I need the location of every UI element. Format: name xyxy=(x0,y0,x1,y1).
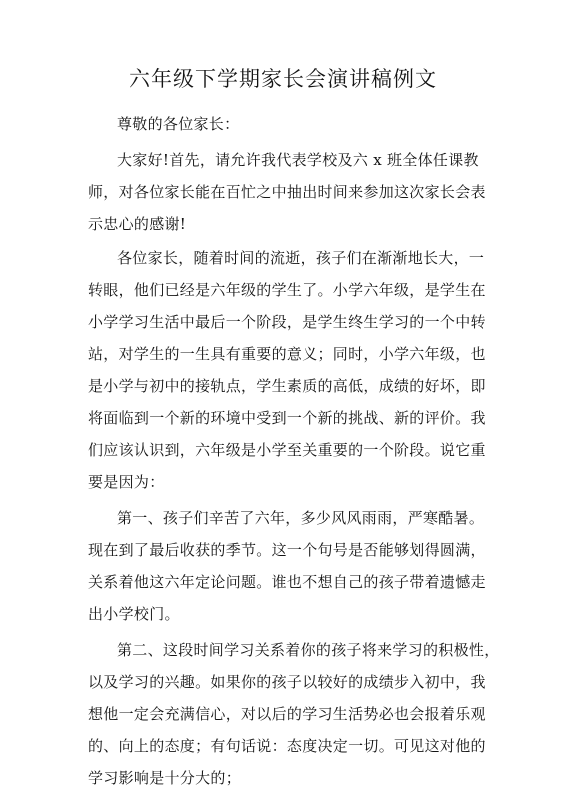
paragraph-1-line-2: 师，对各位家长能在百忙之中抽出时间来参加这次家长会表 xyxy=(88,183,486,201)
paragraph-4-line-5: 学习影响是十分大的； xyxy=(88,769,242,787)
paragraph-3-line-1: 第一、孩子们辛苦了六年，多少风风雨雨，严寒酷暑。 xyxy=(117,509,485,527)
paragraph-3-line-4: 出小学校门。 xyxy=(88,605,180,623)
paragraph-2-line-1: 各位家长，随着时间的流逝，孩子们在渐渐地长大，一 xyxy=(117,249,485,267)
paragraph-2-line-4: 站，对学生的一生具有重要的意义；同时，小学六年级，也 xyxy=(88,345,486,363)
paragraph-3-line-2: 现在到了最后收获的季节。这一个句号是否能够划得圆满， xyxy=(88,541,486,559)
paragraph-4-line-4: 的、向上的态度；有句话说：态度决定一切。可见这对他的 xyxy=(88,737,486,755)
paragraph-2-line-5: 是小学与初中的接轨点，学生素质的高低，成绩的好坏，即 xyxy=(88,377,486,395)
paragraph-4-line-2: 以及学习的兴趣。如果你的孩子以较好的成绩步入初中，我 xyxy=(88,673,486,691)
paragraph-4-line-3: 想他一定会充满信心，对以后的学习生活势必也会报着乐观 xyxy=(88,705,486,723)
paragraph-2-line-6: 将面临到一个新的环境中受到一个新的挑战、新的评价。我 xyxy=(88,409,486,427)
paragraph-4-line-1: 第二、这段时间学习关系着你的孩子将来学习的积极性， xyxy=(117,641,500,659)
paragraph-1-line-1: 大家好!首先，请允许我代表学校及六 x 班全体任课教 xyxy=(117,151,479,169)
document-title: 六年级下学期家长会演讲稿例文 xyxy=(129,67,437,91)
paragraph-2-line-3: 小学学习生活中最后一个阶段，是学生终生学习的一个中转 xyxy=(88,313,486,331)
paragraph-3-line-3: 关系着他这六年定论问题。谁也不想自己的孩子带着遗憾走 xyxy=(88,573,486,591)
paragraph-2-line-7: 们应该认识到，六年级是小学至关重要的一个阶段。说它重 xyxy=(88,441,486,459)
paragraph-2-line-8: 要是因为： xyxy=(88,473,165,491)
paragraph-2-line-2: 转眼，他们已经是六年级的学生了。小学六年级，是学生在 xyxy=(88,281,486,299)
paragraph-1-line-3: 示忠心的感谢! xyxy=(88,215,187,233)
salutation-line: 尊敬的各位家长： xyxy=(117,115,240,133)
